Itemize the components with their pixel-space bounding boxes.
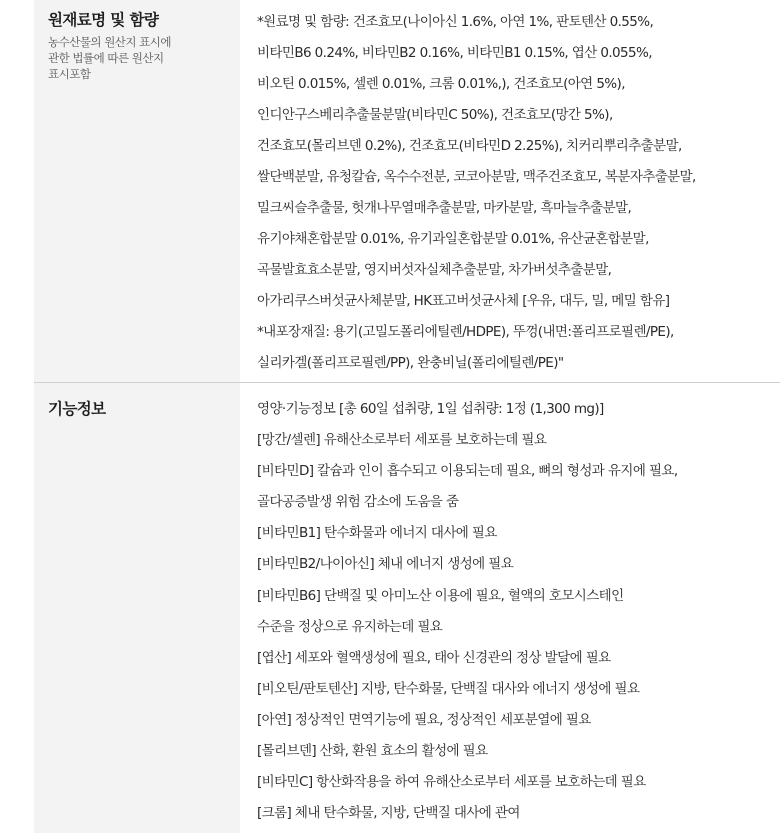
function-info-line: 수준을 정상으로 유지하는데 필요 (257, 618, 443, 635)
function-info-line: [비오틴/판토텐산] 지방, 탄수화물, 단백질 대사와 에너지 생성에 필요 (257, 680, 640, 697)
ingredients-line: 비오틴 0.015%, 셀렌 0.01%, 크롬 0.01%,), 건조효모(아연 5%), (257, 76, 625, 92)
function-info-content (240, 383, 780, 833)
function-info-line: [비타민C] 항산화작용을 하여 유해산소로부터 세포를 보호하는데 필요 (257, 774, 646, 791)
ingredients-line: 유기야채혼합분말 0.01%, 유기과일혼합분말 0.01%, 유산균혼합분말, (257, 231, 649, 247)
ingredients-line: 인디안구스베리추출물분말(비타민C 50%), 건조효모(망간 5%), (257, 107, 613, 123)
ingredients-content (240, 0, 780, 382)
function-info-line: [망간/셀렌] 유해산소로부터 세포를 보호하는데 필요 (257, 432, 547, 449)
origin-note-line: 표시포함 (48, 67, 91, 81)
function-info-row (0, 383, 780, 833)
function-info-line: [비타민B2/나이아신] 체내 에너지 생성에 필요 (257, 556, 514, 573)
ingredients-line: 아가리쿠스버섯균사체분말, HK표고버섯균사체 [우유, 대두, 밀, 메밀 함유] (257, 293, 670, 309)
ingredients-line: *원료명 및 함량: 건조효모(나이아신 1.6%, 아연 1%, 판토텐산 0.55%, (257, 14, 654, 30)
ingredients-line: *내포장재질: 용기(고밀도폴리에틸렌/HDPE), 뚜껑(내면:폴리프로필렌/PE), (257, 324, 674, 340)
function-info-line: [비타민B6] 단백질 및 아미노산 이용에 필요, 혈액의 호모시스테인 (257, 587, 624, 604)
function-info-line: [비타민B1] 탄수화물과 에너지 대사에 필요 (257, 525, 497, 542)
ingredients-line: 비타민B6 0.24%, 비타민B2 0.16%, 비타민B1 0.15%, 엽산 0.055%, (257, 45, 652, 61)
function-info-line: [아연] 정상적인 면역기능에 필요, 정상적인 세포분열에 필요 (257, 711, 591, 728)
function-info-line: 영양·기능정보 [총 60일 섭취량, 1일 섭취량: 1정 (1,300 mg)] (257, 401, 604, 417)
ingredients-line: 쌀단백분말, 유청칼슘, 옥수수전분, 코코아분말, 맥주건조효모, 복분자추출분말, (257, 169, 696, 185)
ingredients-line: 실리카겔(폴리프로필렌/PP), 완충비닐(폴리에틸렌/PE)" (257, 355, 564, 371)
ingredients-row (0, 0, 780, 382)
function-info-line: [몰리브덴] 산화, 환원 효소의 활성에 필요 (257, 743, 488, 760)
ingredients-title: 원재료명 및 함량 (48, 11, 159, 29)
function-info-title: 기능정보 (48, 400, 106, 418)
ingredients-line: 곡물발효효소분말, 영지버섯자실체추출분말, 차가버섯추출분말, (257, 262, 612, 278)
function-info-line: [크롬] 체내 탄수화물, 지방, 단백질 대사에 관여 (257, 805, 520, 822)
ingredients-line: 밀크씨슬추출물, 헛개나무열매추출분말, 마카분말, 흑마늘추출분말, (257, 200, 632, 216)
ingredients-header-cell (34, 0, 240, 382)
origin-note-line: 농수산물의 원산지 표시에 (48, 35, 172, 49)
origin-note (48, 34, 240, 82)
origin-note-line: 관한 법률에 따른 원산지 (48, 51, 164, 65)
function-info-line: 골다공증발생 위험 감소에 도움을 줌 (257, 494, 459, 511)
function-info-header-cell (34, 383, 240, 833)
function-info-line: [비타민D] 칼슘과 인이 흡수되고 이용되는데 필요, 뼈의 형성과 유지에 필요, (257, 463, 678, 480)
ingredients-line: 건조효모(몰리브덴 0.2%), 건조효모(비타민D 2.25%), 치커리뿌리추출분말, (257, 138, 682, 154)
function-info-line: [엽산] 세포와 혈액생성에 필요, 태아 신경관의 정상 발달에 필요 (257, 649, 611, 666)
